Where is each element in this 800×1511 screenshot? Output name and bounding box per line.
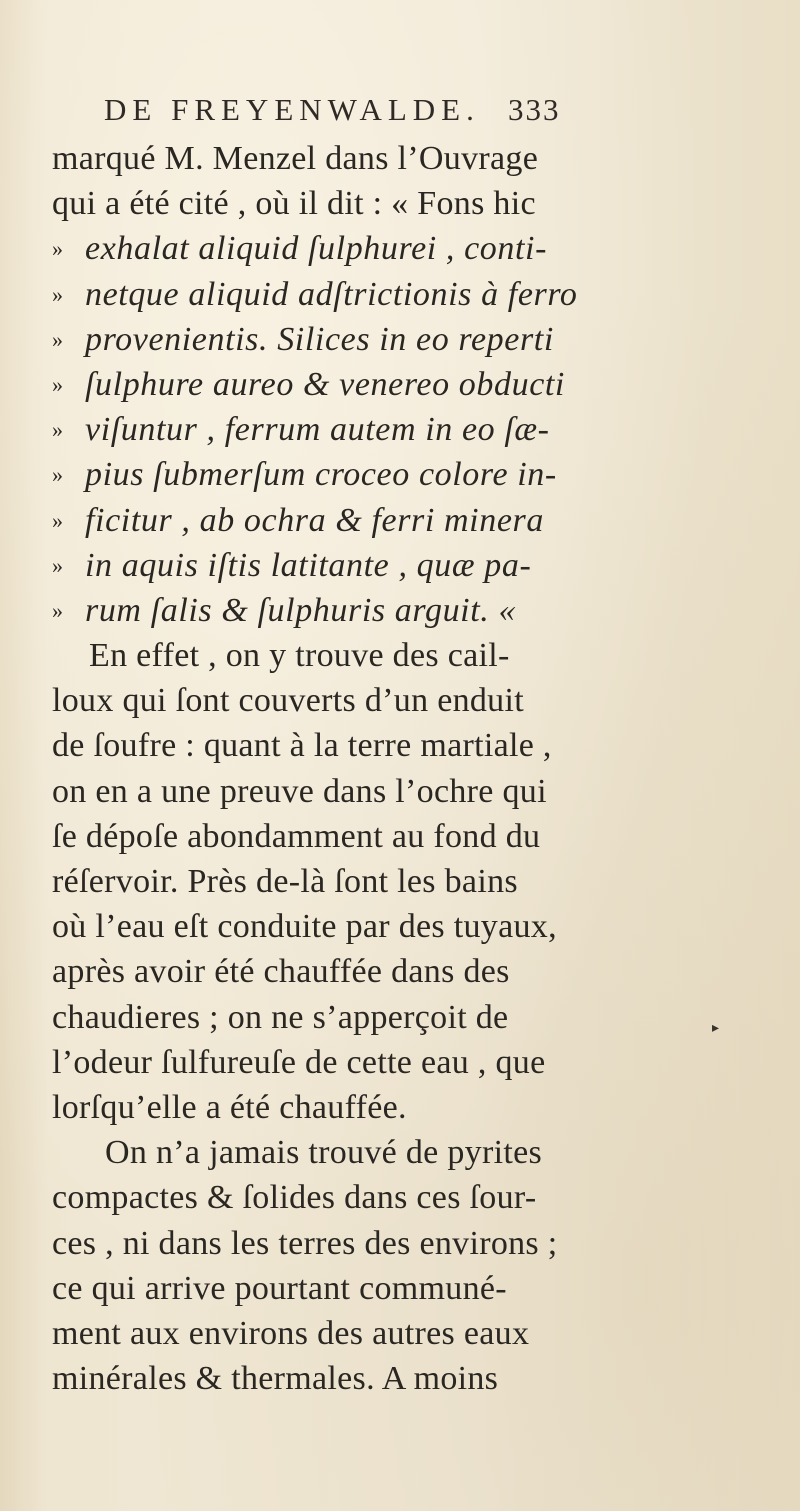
page-header: [0, 92, 800, 136]
text-line: [52, 1175, 772, 1220]
text-line: [52, 498, 772, 543]
line-text: chaudieres ; on ne s’apperçoit de: [52, 998, 509, 1036]
text-line: [52, 859, 772, 904]
latin-quotation-text: pius ſubmerſum croceo colore in-: [85, 456, 557, 494]
text-line: [52, 814, 772, 859]
quote-mark: »: [52, 507, 63, 533]
text-line: [52, 1266, 772, 1311]
running-title: DE FREYENWALDE.: [104, 92, 480, 127]
line-text: loux qui ſont couverts d’un enduit: [52, 682, 524, 720]
quote-mark: »: [52, 326, 63, 352]
text-line: [52, 136, 772, 181]
page-mark: ▸: [712, 1021, 720, 1036]
text-line: [52, 452, 772, 497]
page-number: 333: [508, 92, 561, 127]
text-line: [52, 226, 772, 271]
line-text: ſe dépoſe abondamment au fond du: [52, 817, 541, 855]
line-text: de ſoufre : quant à la terre martiale ,: [52, 727, 552, 765]
text-line: [52, 1040, 772, 1085]
text-line: [52, 407, 772, 452]
text-line: [52, 588, 772, 633]
line-text: après avoir été chauffée dans des: [52, 953, 510, 991]
text-line: [52, 272, 772, 317]
latin-quotation-text: in aquis iſtis latitante , quæ pa-: [85, 546, 532, 584]
text-line: [52, 678, 772, 723]
line-text: réſervoir. Près de-là ſont les bains: [52, 863, 518, 900]
text-line: [52, 1221, 772, 1266]
line-text: l’odeur ſulfureuſe de cette eau , que: [52, 1043, 546, 1081]
text-line: [52, 362, 772, 407]
quote-mark: »: [52, 597, 63, 623]
latin-quotation-text: exhalat aliquid ſulphurei , conti-: [85, 230, 548, 268]
text-line: [52, 181, 772, 226]
text-line: [52, 1130, 772, 1175]
text-line: [52, 317, 772, 362]
text-line: [52, 543, 772, 588]
text-line: [52, 769, 772, 814]
line-text: marqué M. Menzel dans l’Ouvrage: [52, 140, 539, 177]
latin-quotation-text: netque aliquid adſtrictionis à ferro: [85, 275, 578, 313]
line-text: on en a une preuve dans l’ochre qui: [52, 772, 547, 810]
text-line: [52, 949, 772, 994]
line-text: En effet , on y trouve des cail-: [89, 637, 510, 675]
text-line: [52, 995, 772, 1040]
text-line: [52, 633, 772, 678]
line-text: ment aux environs des autres eaux: [52, 1314, 530, 1352]
latin-quotation-text: viſuntur , ferrum autem in eo ſæ-: [85, 411, 550, 449]
line-text: ces , ni dans les terres des environs ;: [52, 1224, 558, 1262]
latin-quotation-text: rum ſalis & ſulphuris arguit. «: [85, 591, 517, 629]
line-text: ce qui arrive pourtant communé-: [52, 1269, 507, 1307]
text-line: [52, 1356, 772, 1401]
quote-mark: »: [52, 281, 63, 307]
line-text: compactes & ſolides dans ces ſour-: [52, 1179, 537, 1217]
text-line: [52, 1311, 772, 1356]
latin-quotation-text: ficitur , ab ochra & ferri minera: [85, 501, 544, 539]
line-text: où l’eau eſt conduite par des tuyaux,: [52, 908, 557, 946]
line-text: On n’a jamais trouvé de pyrites: [105, 1134, 543, 1172]
quote-mark: »: [52, 462, 63, 488]
quote-mark: »: [52, 417, 63, 443]
quote-mark: »: [52, 552, 63, 578]
quote-mark: »: [52, 371, 63, 397]
body-text: [52, 136, 772, 1401]
line-text: minérales & thermales. A moins: [52, 1360, 499, 1398]
text-line: [52, 723, 772, 768]
line-text: lorſqu’elle a été chauffée.: [52, 1088, 407, 1126]
text-line: [52, 1085, 772, 1130]
quote-mark: »: [52, 236, 63, 262]
latin-quotation-text: provenientis. Silices in eo reperti: [85, 320, 554, 358]
text-line: [52, 904, 772, 949]
line-text: qui a été cité , où il dit : « Fons hic: [52, 185, 536, 223]
latin-quotation-text: ſulphure aureo & venereo obducti: [85, 365, 565, 403]
